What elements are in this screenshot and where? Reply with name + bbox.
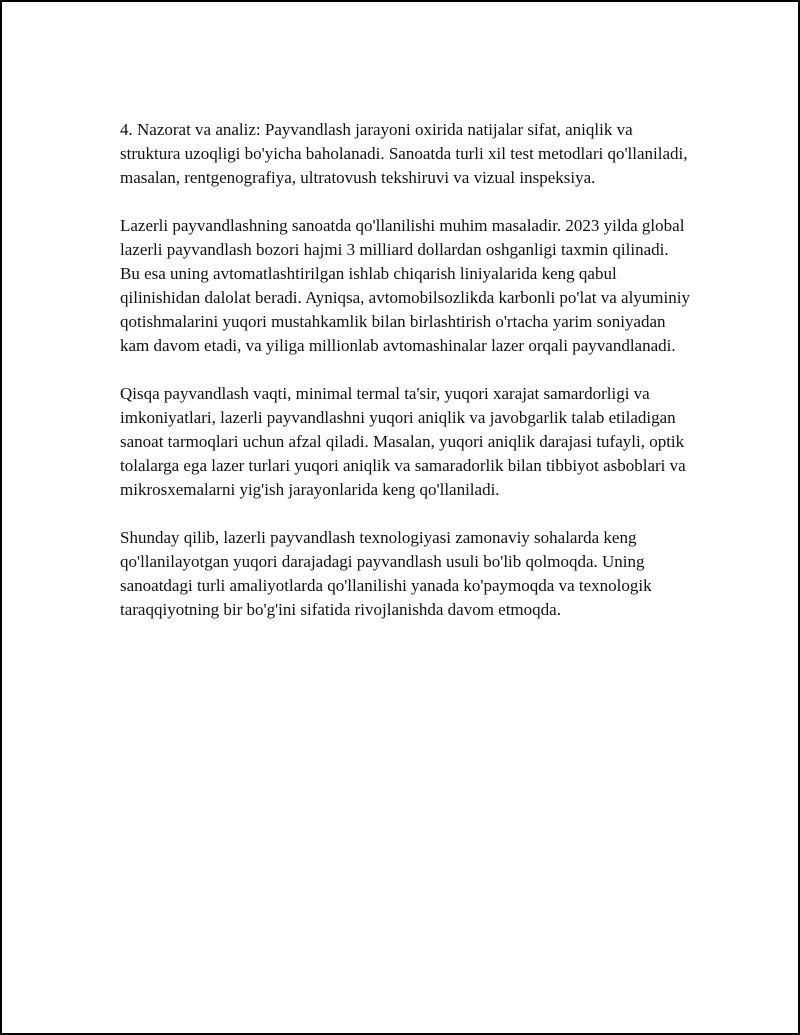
paragraph-industrial-use: Lazerli payvandlashning sanoatda qo'llanilishi muhim masaladir. 2023 yilda global lazerli payvandlash bozori hajmi 3 milliard dollardan oshganligi taxmin qilinadi. Bu esa uning avtomatlashtirilgan ishlab chiqarish liniyalarida keng qabul qilinishidan dalolat beradi. Ayniqsa, avtomobilsozlikda karbonli po'lat va alyuminiy qotishmalarini yuqori mustahkamlik bilan birlashtirish o'rtacha yarim soniyadan kam davom etadi, va yiliga millionlab avtomashinalar lazer orqali payvandlanadi. xyxy=(120,216,690,355)
paragraph-control-analysis: 4. Nazorat va analiz: Payvandlash jarayoni oxirida natijalar sifat, aniqlik va struktura uzoqligi bo'yicha baholanadi. Sanoatda turli xil test metodlari qo'llaniladi, masalan, rentgenografiya, ultratovush tekshiruvi va vizual inspeksiya. xyxy=(120,120,688,187)
paragraph-conclusion: Shunday qilib, lazerli payvandlash texnologiyasi zamonaviy sohalarda keng qo'llanilayotgan yuqori darajadagi payvandlash usuli bo'lib qolmoqda. Uning sanoatdagi turli amaliyotlarda qo'llanilishi yanada ko'paymoqda va texnologik taraqqiyotning bir bo'g'ini sifatida rivojlanishda davom etmoqda. xyxy=(120,528,652,619)
paragraph-advantages: Qisqa payvandlash vaqti, minimal termal ta'sir, yuqori xarajat samardorligi va imkoniyatlari, lazerli payvandlashni yuqori aniqlik va javobgarlik talab etiladigan sanoat tarmoqlari uchun afzal qiladi. Masalan, yuqori aniqlik darajasi tufayli, optik tolalarga ega lazer turlari yuqori aniqlik va samaradorlik bilan tibbiyot asboblari va mikrosxemalarni yig'ish jarayonlarida keng qo'llaniladi. xyxy=(120,384,686,499)
document-body xyxy=(120,118,690,646)
